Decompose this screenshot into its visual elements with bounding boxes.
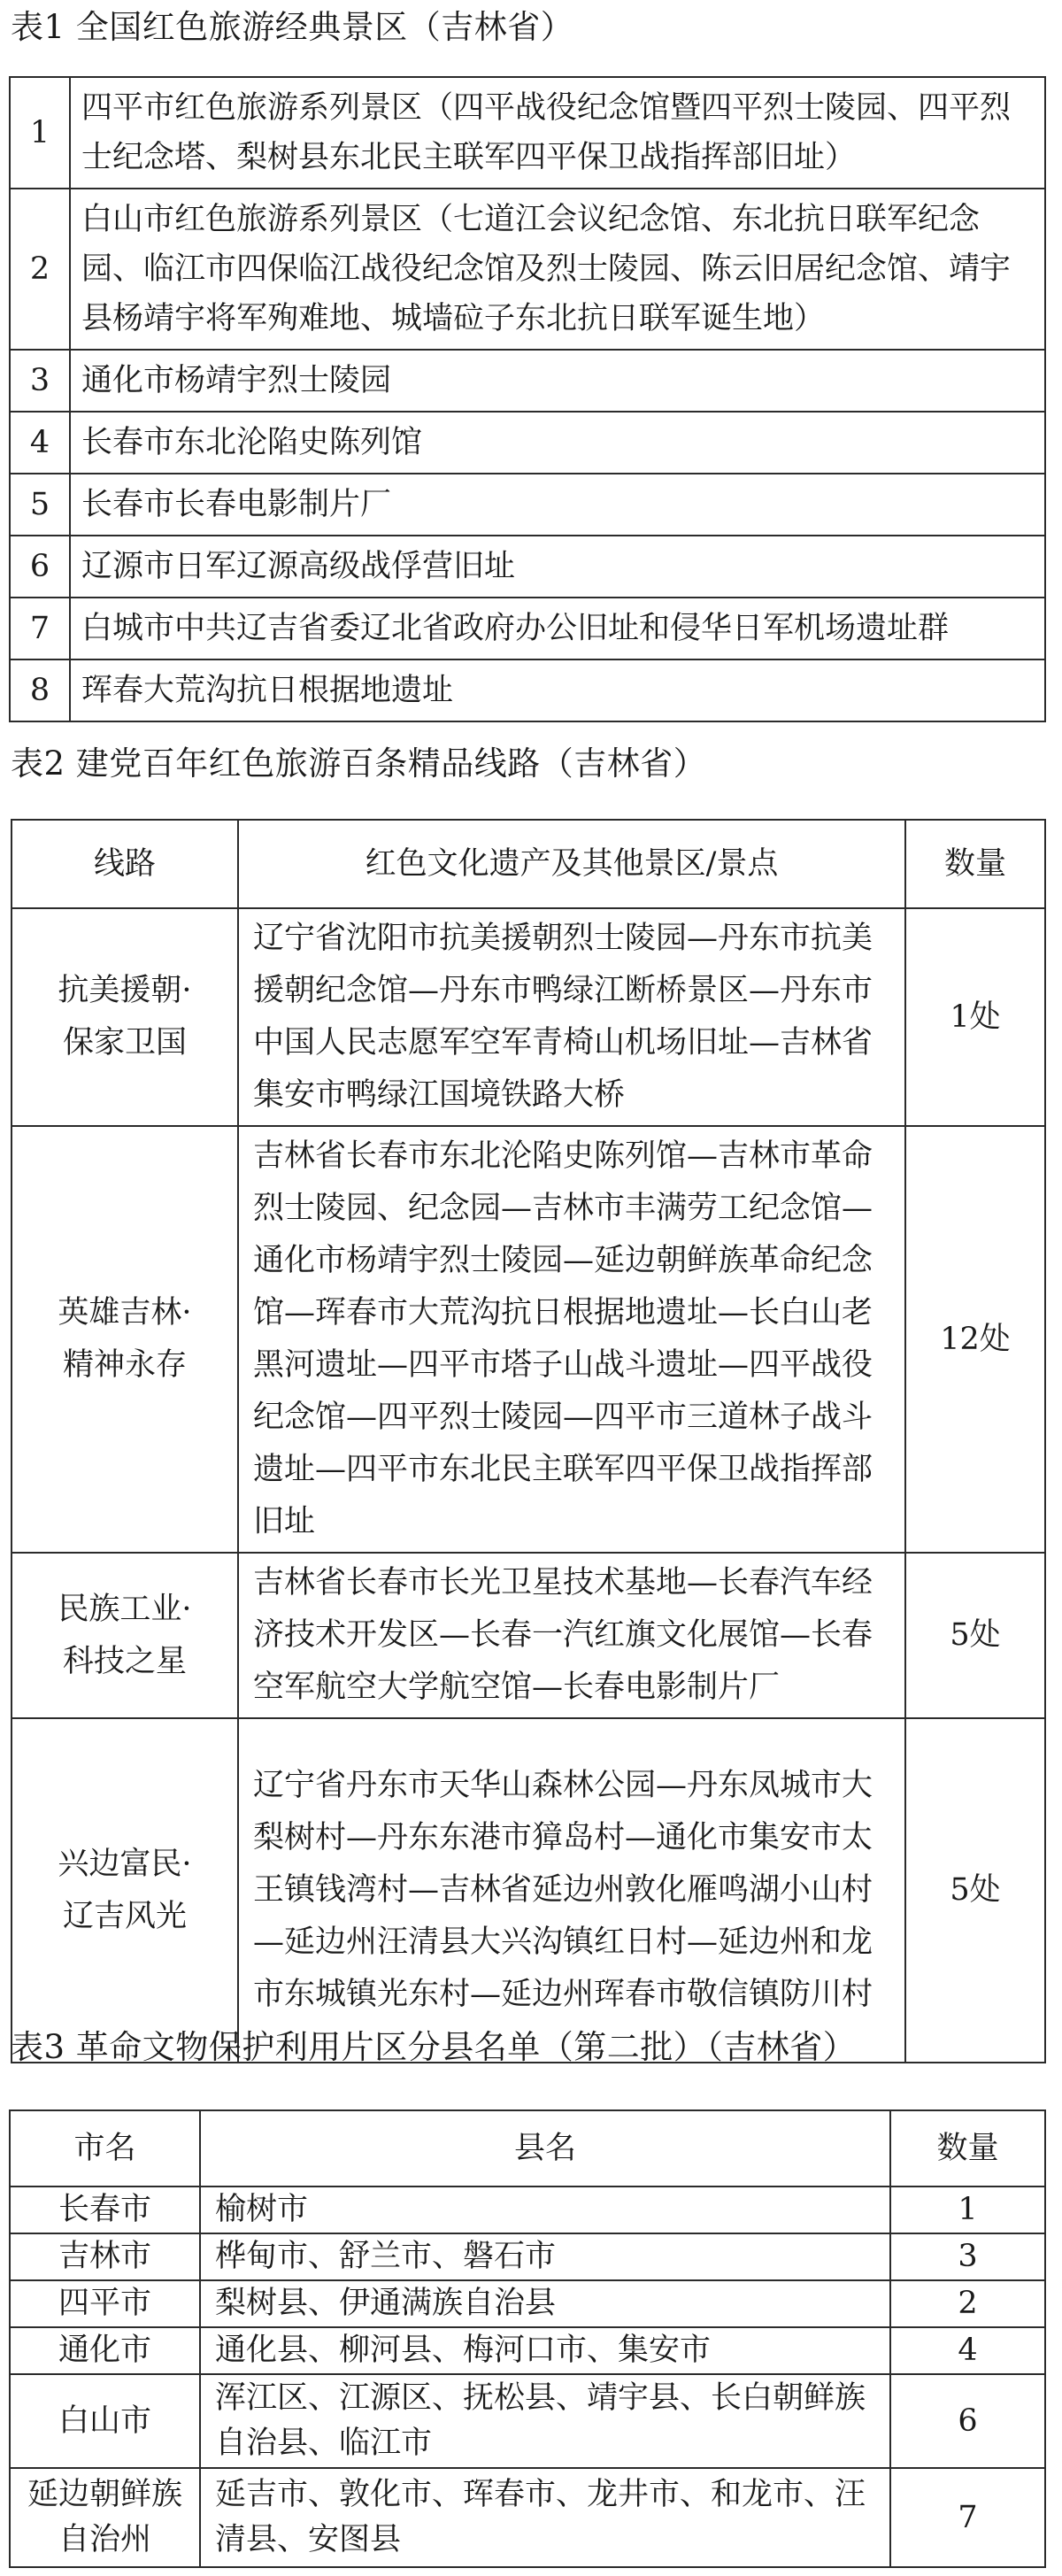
- table1-row-number: 6: [10, 536, 70, 598]
- table1-row: [10, 189, 1045, 350]
- table3-header-count: 数量: [890, 2110, 1045, 2187]
- table2-row: [12, 1553, 1045, 1718]
- table1-row: [10, 77, 1045, 189]
- table3-counties-cell: 榆树市: [200, 2187, 890, 2233]
- city-name-line: 长春市: [58, 2192, 151, 2227]
- table2-header-row: [12, 820, 1045, 908]
- table3-city-cell: [10, 2280, 200, 2327]
- route-name-line: 保家卫国: [62, 1025, 187, 1060]
- table2-route-cell: [12, 1718, 238, 2063]
- table3-row: [10, 2187, 1045, 2233]
- table2-count-cell: 5处: [905, 1718, 1045, 2063]
- table3: [9, 2109, 1046, 2568]
- city-name-line: 自治州: [58, 2522, 151, 2557]
- city-name-line: 延边朝鲜族: [27, 2477, 182, 2512]
- table3-counties-cell: 延吉市、敦化市、珲春市、龙井市、和龙市、汪清县、安图县: [200, 2468, 890, 2567]
- table3-row: [10, 2468, 1045, 2567]
- table1-row-number: 7: [10, 598, 70, 659]
- table2-route-cell: [12, 1126, 238, 1553]
- table1-row: [10, 474, 1045, 536]
- table1-row-text: 辽源市日军辽源高级战俘营旧址: [70, 536, 1045, 598]
- table3-counties-cell: 梨树县、伊通满族自治县: [200, 2280, 890, 2327]
- city-name-line: 白山市: [58, 2402, 151, 2439]
- city-name-line: 通化市: [58, 2333, 151, 2368]
- table1-row: [10, 598, 1045, 659]
- table1-row-number: 8: [10, 659, 70, 721]
- table1-row-number: 2: [10, 189, 70, 350]
- table1-row-number: 3: [10, 350, 70, 412]
- table3-header-counties: 县名: [200, 2110, 890, 2187]
- table1-row-number: 4: [10, 412, 70, 474]
- table1-row-text: 通化市杨靖宇烈士陵园: [70, 350, 1045, 412]
- table3-counties-cell: 桦甸市、舒兰市、磐石市: [200, 2233, 890, 2280]
- table1-caption: 表1 全国红色旅游经典景区（吉林省）: [11, 8, 574, 46]
- table1-row: [10, 350, 1045, 412]
- table3-count-cell: 7: [890, 2468, 1045, 2567]
- table2-route-cell: [12, 908, 238, 1126]
- table3-count-cell: 2: [890, 2280, 1045, 2327]
- table3-city-cell: [10, 2233, 200, 2280]
- table2-header-count: 数量: [905, 820, 1045, 908]
- table1-row-text: 长春市东北沦陷史陈列馆: [70, 412, 1045, 474]
- table3-row: [10, 2327, 1045, 2374]
- route-name-line: 科技之星: [62, 1643, 187, 1679]
- table2-sites-cell: 吉林省长春市东北沦陷史陈列馆—吉林市革命烈士陵园、纪念园—吉林市丰满劳工纪念馆—通化市杨靖宇烈士陵园—延边朝鲜族革命纪念馆—珲春市大荒沟抗日根据地遗址—长白山老黑河遗址—四平市塔子山战斗遗址—四平战役纪念馆—四平烈士陵园—四平市三道林子战斗遗址—四平市东北民主联军四平保卫战指挥部旧址: [238, 1126, 905, 1553]
- table2-row: [12, 1126, 1045, 1553]
- table3-count-cell: 1: [890, 2187, 1045, 2233]
- table2-count-cell: 12处: [905, 1126, 1045, 1553]
- table1-row-text: 珲春大荒沟抗日根据地遗址: [70, 659, 1045, 721]
- table1-row: [10, 659, 1045, 721]
- table1-row: [10, 412, 1045, 474]
- table2-caption: 表2 建党百年红色旅游百条精品线路（吉林省）: [11, 744, 707, 783]
- city-name-line: 吉林市: [58, 2239, 151, 2274]
- city-name-line: 四平市: [58, 2286, 151, 2321]
- table2-count-cell: 1处: [905, 908, 1045, 1126]
- table2-row: [12, 1718, 1045, 2063]
- route-name-line: 抗美援朝·: [58, 973, 192, 1008]
- table3-header-row: [10, 2110, 1045, 2187]
- route-name-line: 辽吉风光: [62, 1898, 187, 1934]
- table3-caption: 表3 革命文物保护利用片区分县名单（第二批）（吉林省）: [11, 2028, 857, 2066]
- table2-row: [12, 908, 1045, 1126]
- table2-sites-cell: 吉林省长春市长光卫星技术基地—长春汽车经济技术开发区—长春一汽红旗文化展馆—长春空军航空大学航空馆—长春电影制片厂: [238, 1553, 905, 1718]
- table1-row-text: 四平市红色旅游系列景区（四平战役纪念馆暨四平烈士陵园、四平烈士纪念塔、梨树县东北民主联军四平保卫战指挥部旧址）: [70, 77, 1045, 189]
- table1: [9, 76, 1046, 722]
- table3-city-cell: [10, 2187, 200, 2233]
- table3-counties-cell: 通化县、柳河县、梅河口市、集安市: [200, 2327, 890, 2374]
- table3-count-cell: 6: [890, 2374, 1045, 2468]
- table1-row: [10, 536, 1045, 598]
- table3-row: [10, 2233, 1045, 2280]
- table1-row-text: 白城市中共辽吉省委辽北省政府办公旧址和侵华日军机场遗址群: [70, 598, 1045, 659]
- table2-sites-cell: 辽宁省沈阳市抗美援朝烈士陵园—丹东市抗美援朝纪念馆—丹东市鸭绿江断桥景区—丹东市中国人民志愿军空军青椅山机场旧址—吉林省集安市鸭绿江国境铁路大桥: [238, 908, 905, 1126]
- table2-sites-cell: 辽宁省丹东市天华山森林公园—丹东凤城市大梨树村—丹东东港市獐岛村—通化市集安市太王镇钱湾村—吉林省延边州敦化雁鸣湖小山村—延边州汪清县大兴沟镇红日村—延边州和龙市东城镇光东村—延边州珲春市敬信镇防川村: [238, 1718, 905, 2063]
- table1-row-text: 长春市长春电影制片厂: [70, 474, 1045, 536]
- route-name-line: 兴边富民·: [58, 1846, 192, 1882]
- table3-count-cell: 3: [890, 2233, 1045, 2280]
- table3-row: [10, 2374, 1045, 2468]
- table3-count-cell: 4: [890, 2327, 1045, 2374]
- table3-city-cell: [10, 2468, 200, 2567]
- table3-header-city: 市名: [10, 2110, 200, 2187]
- table3-city-cell: [10, 2374, 200, 2468]
- route-name-line: 民族工业·: [58, 1591, 192, 1627]
- table3-city-cell: [10, 2327, 200, 2374]
- table2-header-route: 线路: [12, 820, 238, 908]
- table1-row-text: 白山市红色旅游系列景区（七道江会议纪念馆、东北抗日联军纪念园、临江市四保临江战役纪念馆及烈士陵园、陈云旧居纪念馆、靖宇县杨靖宇将军殉难地、城墙砬子东北抗日联军诞生地）: [70, 189, 1045, 350]
- route-name-line: 英雄吉林·: [58, 1295, 192, 1330]
- table2-count-cell: 5处: [905, 1553, 1045, 1718]
- table1-row-number: 5: [10, 474, 70, 536]
- table2-route-cell: [12, 1553, 238, 1718]
- route-name-line: 精神永存: [62, 1347, 187, 1383]
- table3-counties-cell: 浑江区、江源区、抚松县、靖宇县、长白朝鲜族自治县、临江市: [200, 2374, 890, 2468]
- table2: [11, 819, 1046, 2063]
- table2-header-sites: 红色文化遗产及其他景区/景点: [238, 820, 905, 908]
- table1-row-number: 1: [10, 77, 70, 189]
- table3-row: [10, 2280, 1045, 2327]
